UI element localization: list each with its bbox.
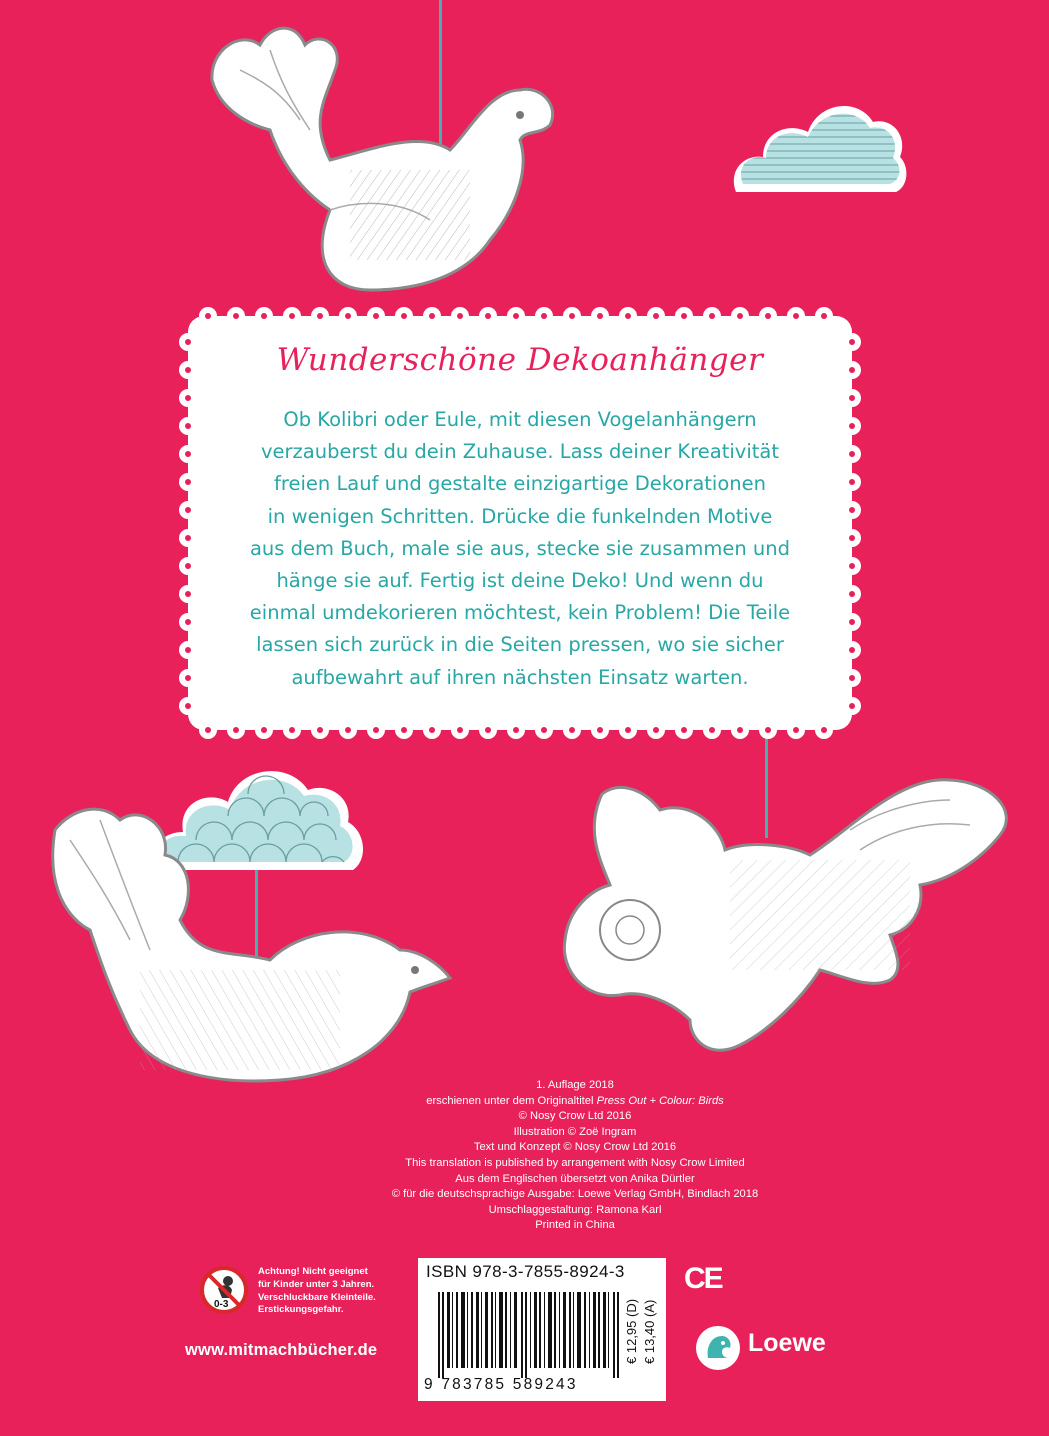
bird-illustration-bottom-left: [30, 800, 480, 1090]
imprint-translator: Aus dem Englischen übersetzt von Anika Dürtler: [455, 1172, 695, 1185]
imprint-copyright: © Nosy Crow Ltd 2016: [518, 1110, 632, 1123]
cloud-top-right: [728, 92, 913, 207]
imprint-original-title: Press Out + Colour: Birds: [596, 1094, 724, 1107]
description-line: freien Lauf und gestalte einzigartige Dekorationen: [274, 472, 766, 496]
warning-line: Erstickungsgefahr.: [258, 1304, 344, 1316]
warning-line: Achtung! Nicht geeignet: [258, 1266, 368, 1277]
imprint-edition: 1. Auflage 2018: [536, 1079, 614, 1091]
info-card: [190, 318, 850, 728]
warning-text: [258, 1266, 418, 1317]
description-line: Ob Kolibri oder Eule, mit diesen Vogelanhängern: [283, 408, 757, 431]
description-line: hänge sie auf. Fertig ist deine Deko! Und wenn du: [276, 569, 764, 593]
price-block: [622, 1294, 662, 1364]
bird-illustration-bottom-right: [550, 770, 1020, 1070]
card-description: [226, 404, 814, 694]
website-link[interactable]: www.mitmachbücher.de: [185, 1341, 378, 1359]
imprint-original-prefix: erschienen unter dem Originaltitel: [426, 1094, 597, 1107]
ce-mark: CE: [684, 1262, 722, 1295]
description-line: aus dem Buch, male sie aus, stecke sie zusammen und: [249, 536, 791, 560]
barcode-digits: 9 783785 589243: [424, 1376, 578, 1393]
imprint-german-edition: © für die deutschsprachige Ausgabe: Loewe Verlag GmbH, Bindlach 2018: [391, 1188, 759, 1201]
description-line: einmal umdekorieren möchtest, kein Problem! Die Teile: [249, 601, 791, 625]
bird-illustration-top: [200, 10, 580, 300]
card-title: Wunderschöne Dekoanhänger: [276, 342, 764, 378]
age-badge-text: 0-3: [214, 1299, 229, 1310]
price-germany: € 12,95 (D): [624, 1298, 639, 1364]
imprint-cover: Umschlaggestaltung: Ramona Karl: [488, 1203, 662, 1216]
warning-line: Verschluckbare Kleinteile.: [258, 1291, 376, 1303]
price-austria: € 13,40 (A): [642, 1299, 657, 1364]
imprint-translation-note: This translation is published by arrangement with Nosy Crow Limited: [405, 1156, 745, 1169]
barcode-bars: [438, 1292, 620, 1378]
warning-line: für Kinder unter 3 Jahren.: [258, 1278, 375, 1290]
publisher-logo-text: Loewe: [748, 1329, 826, 1357]
imprint: [360, 1078, 790, 1234]
imprint-original-title-line: [360, 1094, 790, 1110]
imprint-printed: Printed in China: [535, 1219, 615, 1232]
age-warning-icon: [200, 1266, 248, 1314]
publisher-lion-icon: [692, 1322, 744, 1374]
imprint-illustration: Illustration © Zoë Ingram: [513, 1125, 637, 1138]
description-line: lassen sich zurück in die Seiten pressen, wo sie sicher: [256, 633, 784, 657]
isbn-number: ISBN 978-3-7855-8924-3: [426, 1262, 625, 1281]
imprint-text: Text und Konzept © Nosy Crow Ltd 2016: [473, 1141, 677, 1154]
description-line: aufbewahrt auf ihren nächsten Einsatz warten.: [291, 665, 749, 689]
description-line: verzauberst du dein Zuhause. Lass deiner Kreativität: [261, 440, 779, 464]
isbn-barcode-box: [418, 1258, 666, 1401]
description-line: in wenigen Schritten. Drücke die funkelnden Motive: [267, 504, 773, 528]
